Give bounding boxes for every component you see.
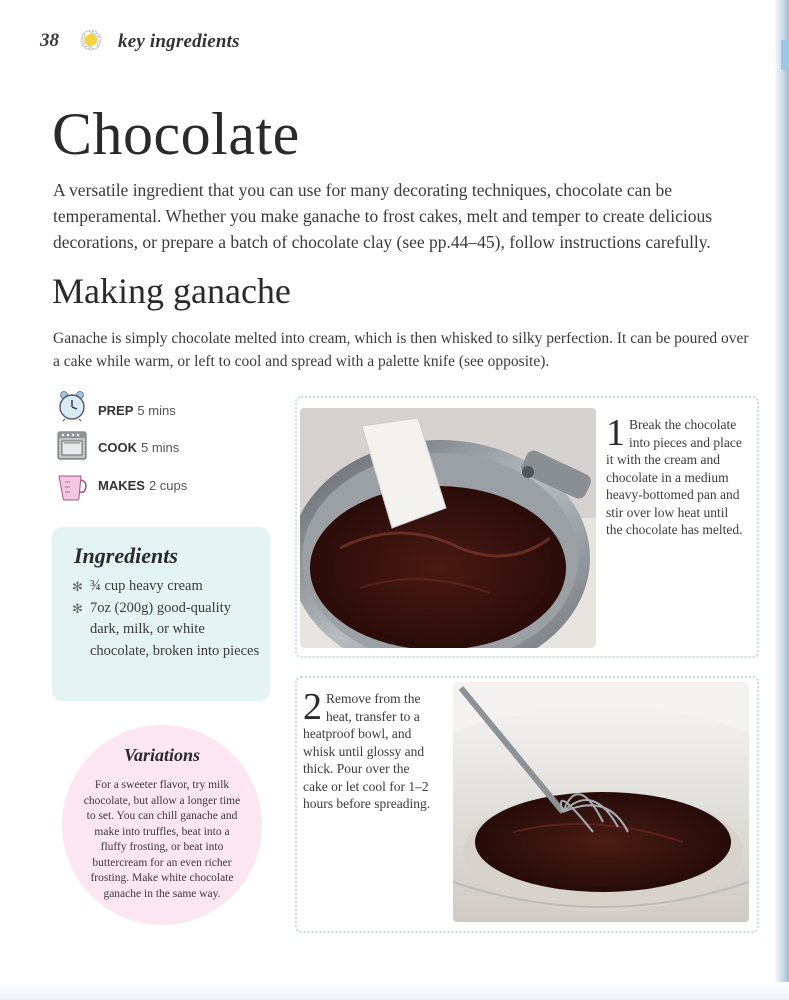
page-title: Chocolate xyxy=(52,101,300,167)
page-tab-marker xyxy=(781,40,789,70)
clock-icon xyxy=(55,390,89,422)
asterisk-icon: ✻ xyxy=(72,579,83,594)
book-spine-edge xyxy=(775,0,789,1000)
makes-label: MAKES xyxy=(98,478,145,493)
measuring-jug-icon xyxy=(55,470,89,502)
section-heading: Making ganache xyxy=(52,271,291,311)
saucepan-chocolate-image xyxy=(300,408,596,648)
prep-value: 5 mins xyxy=(137,403,176,418)
ingredients-list xyxy=(72,576,262,662)
list-item xyxy=(72,576,262,598)
daisy-icon xyxy=(72,22,110,58)
makes-value: 2 cups xyxy=(148,478,188,493)
prep-time xyxy=(98,403,176,418)
step-1-number: 1 xyxy=(606,412,625,454)
page-bottom-edge xyxy=(0,982,789,1000)
makes-yield xyxy=(98,478,187,493)
prep-label: PREP xyxy=(98,403,134,418)
step-2-text xyxy=(303,686,435,813)
step-2-number: 2 xyxy=(303,686,322,728)
ingredient-text: ¾ cup heavy cream xyxy=(90,578,203,594)
intro-paragraph: A versatile ingredient that you can use for many decorating techniques, chocolate can be temperamental. Whether you make ganache to frost cakes, melt and temper to create delicious decorations, or prepare a batch of chocolate clay (see pp.44–45), follow instructions carefully. xyxy=(53,180,713,252)
variations-text: For a sweeter flavor, try milk chocolate, but allow a longer time to set. You can chill ganache and make into truffles, beat into a fluffy frosting, or beat into buttercream for an even richer frosting. Make white chocolate ganache in the same way. xyxy=(83,779,241,900)
step-2-instruction: Remove from the heat, transfer to a heatproof bowl, and whisk until glossy and thick. Pour over the cake or let cool for 1–2 hours before spreading. xyxy=(303,691,431,811)
asterisk-icon: ✻ xyxy=(72,600,83,616)
variations-heading: Variations xyxy=(123,745,201,765)
list-item xyxy=(72,598,262,663)
whisking-ganache-image xyxy=(453,682,749,922)
page-number: 38 xyxy=(40,30,59,51)
cook-value: 5 mins xyxy=(141,440,180,455)
step-1-instruction: Break the chocolate into pieces and place it with the cream and chocolate in a medium heavy-bottomed pan and stir over low heat until the chocolate has melted. xyxy=(606,417,743,537)
ingredient-text: 7oz (200g) good-quality dark, milk, or white chocolate, broken into pieces xyxy=(90,599,260,659)
section-intro: Ganache is simply chocolate melted into cream, which is then whisked to silky perfection. It can be poured over a cake while warm, or left to cool and spread with a palette knife (see opposite). xyxy=(53,330,749,370)
ingredients-heading: Ingredients xyxy=(74,543,178,568)
step-1-text xyxy=(606,412,748,539)
cook-time xyxy=(98,440,179,455)
step-1-photo xyxy=(300,408,596,648)
cook-label: COOK xyxy=(98,440,137,455)
section-title: key ingredients xyxy=(118,31,240,52)
oven-icon xyxy=(55,430,89,462)
step-2-photo xyxy=(453,682,749,922)
